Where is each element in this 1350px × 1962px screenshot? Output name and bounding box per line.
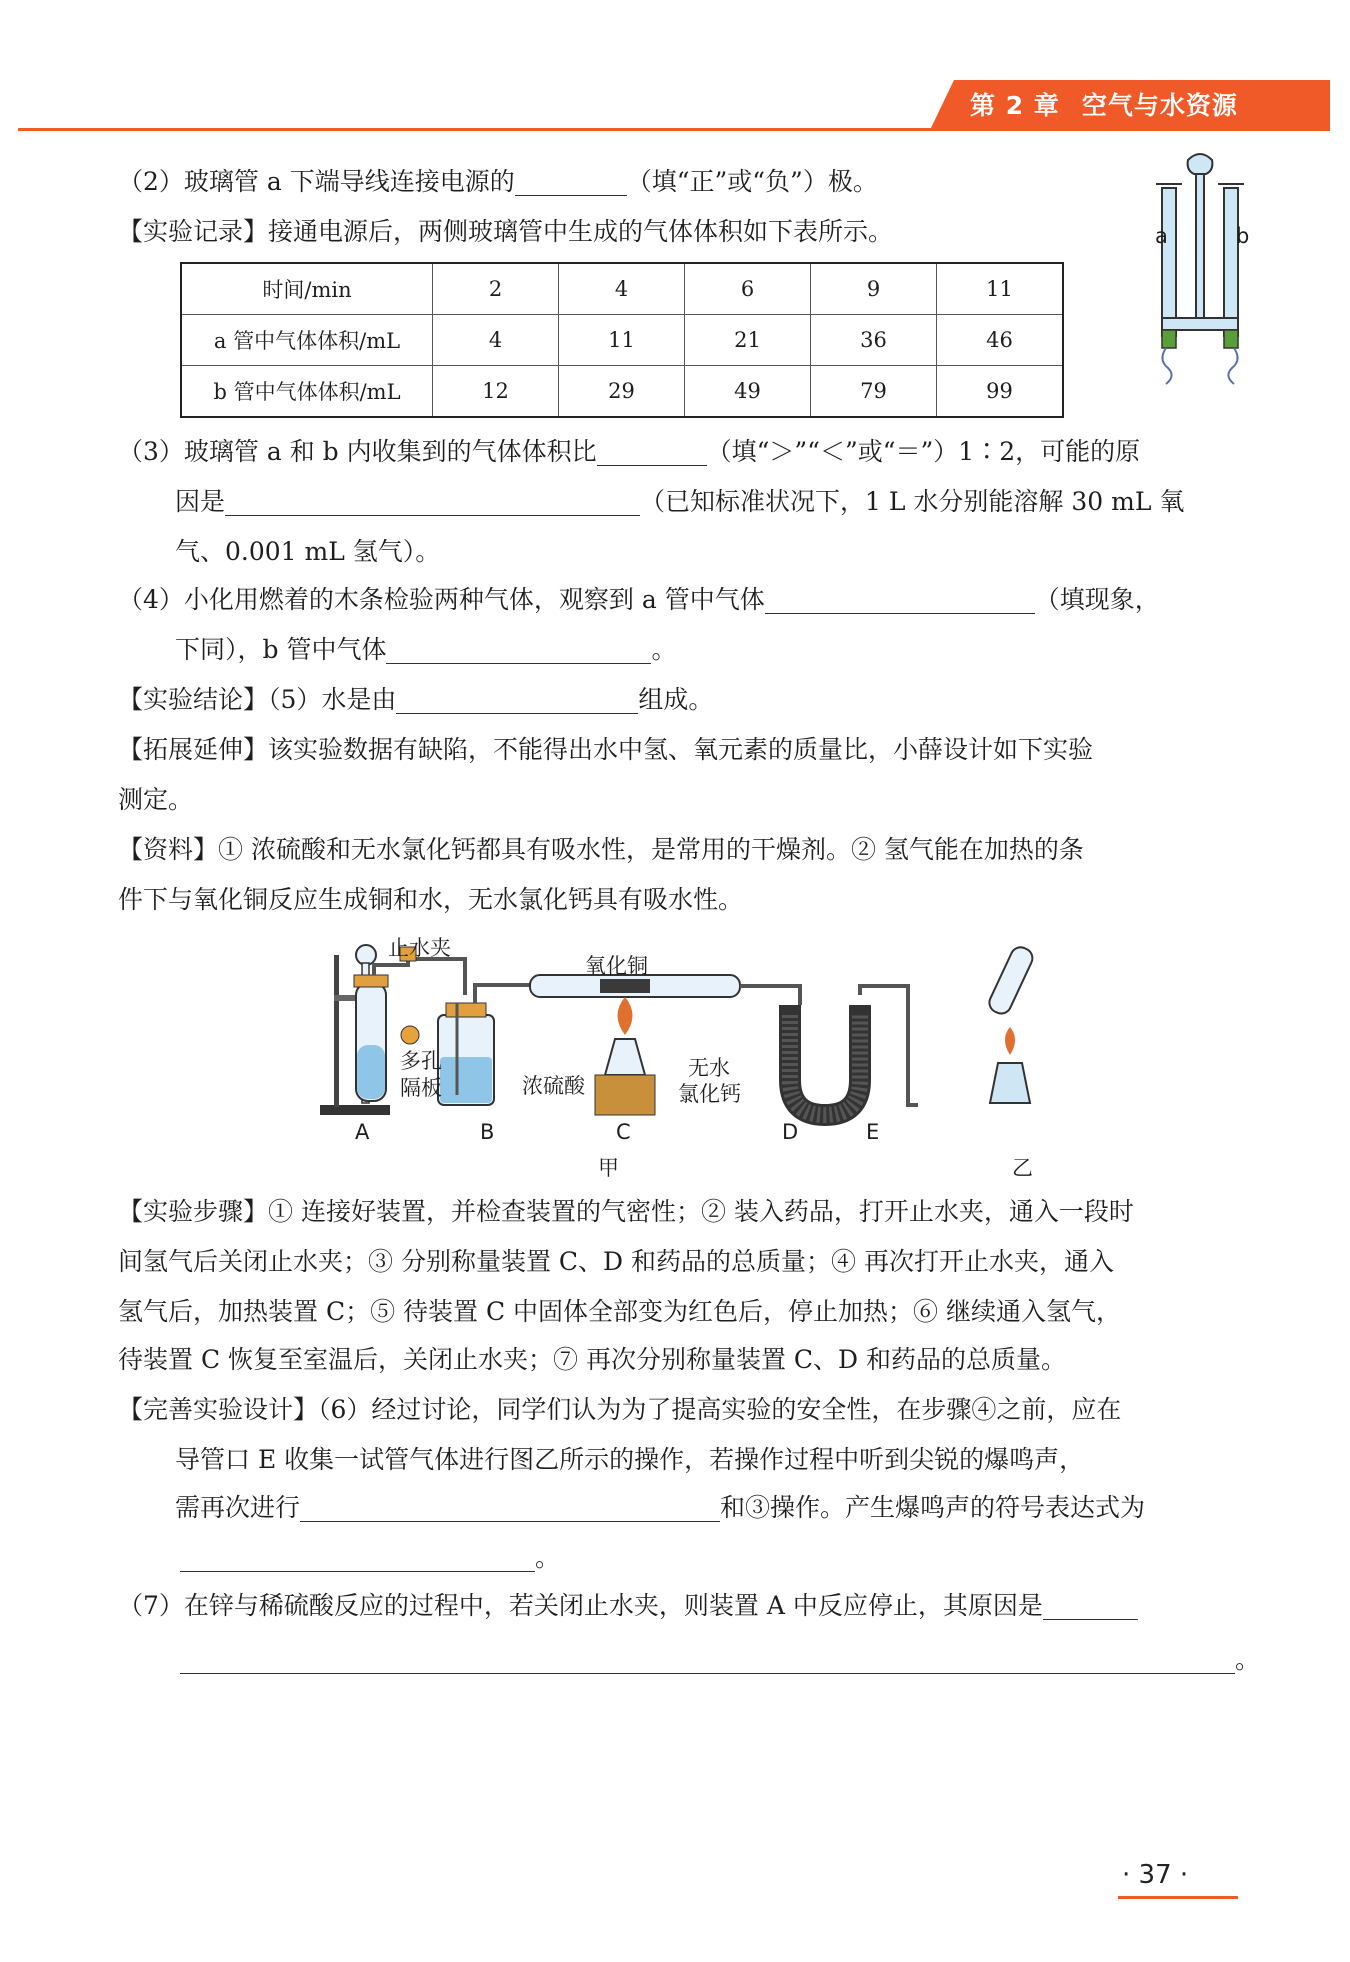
table-cell: a 管中气体体积/mL	[181, 315, 433, 366]
tube-b	[1224, 188, 1238, 336]
copper-oxide	[600, 979, 650, 993]
lamp-C	[605, 1039, 645, 1075]
table-cell: 12	[433, 366, 559, 418]
electrode-a	[1162, 330, 1176, 348]
chapter-heading	[970, 86, 1260, 122]
q3-blank-ratio[interactable]	[597, 435, 707, 466]
porous-label-1: 多孔	[400, 1049, 442, 1073]
ext-label: 【拓展延伸】	[118, 735, 269, 764]
porous-label-2: 隔板	[400, 1076, 442, 1100]
table-cell: 时间/min	[181, 263, 433, 315]
wire-b	[1228, 348, 1237, 384]
q5-text: （5）水是由	[268, 685, 397, 714]
q3-line3: 气、0.001 mL 氢气）。	[175, 537, 441, 566]
steps-line4: 待装置 C 恢复至室温后，关闭止水夹；⑦ 再次分别称量装置 C、D 和药品的总质量。	[118, 1345, 1067, 1374]
table-cell: 29	[559, 366, 685, 418]
q5-blank[interactable]	[396, 683, 638, 714]
q3-line1	[118, 432, 1140, 472]
q3-text: （3）玻璃管 a 和 b 内收集到的气体体积比	[118, 437, 597, 466]
q6-end: 。	[535, 1543, 561, 1572]
info-label: 【资料】	[118, 835, 219, 864]
stop-clamp-label: 止水夹	[388, 936, 451, 960]
cacl-label-1: 无水	[688, 1056, 730, 1080]
u-tube-D-outer	[790, 1005, 860, 1115]
table-cell: 21	[685, 315, 811, 366]
q4-blank-a[interactable]	[765, 583, 1035, 614]
center-tube	[1196, 174, 1204, 326]
record-label: 【实验记录】	[118, 217, 269, 246]
tube-a-label: a	[1155, 224, 1168, 248]
steps-line2: 间氢气后关闭止水夹；③ 分别称量装置 C、D 和药品的总质量；④ 再次打开止水夹，通入	[118, 1247, 1114, 1276]
q3-line2	[175, 482, 1184, 522]
steps-line1	[118, 1192, 1134, 1232]
steps-label: 【实验步骤】	[118, 1197, 269, 1226]
table-cell: 11	[937, 263, 1064, 315]
table-cell: 49	[685, 366, 811, 418]
flame-yi	[1005, 1027, 1015, 1055]
wire-a	[1162, 348, 1171, 384]
tube-b-label: b	[1236, 224, 1250, 248]
q7-line1	[118, 1586, 1138, 1626]
pipe-c-d	[740, 986, 800, 1005]
q2-hint: （填“正”或“负”）极。	[626, 167, 878, 196]
electrode-b	[1224, 330, 1238, 348]
table-cell: 4	[433, 315, 559, 366]
tube-a	[1162, 188, 1176, 336]
stopper-A	[354, 975, 388, 987]
q3-blank-reason[interactable]	[225, 485, 640, 516]
q2-blank[interactable]	[515, 165, 627, 196]
ext-line1	[118, 730, 1093, 770]
q6-line2: 导管口 E 收集一试管气体进行图乙所示的操作，若操作过程中听到尖锐的爆鸣声，	[175, 1445, 1085, 1474]
ext-line2: 测定。	[118, 785, 194, 814]
q4-hint: （填现象，	[1034, 585, 1160, 614]
table-cell: b 管中气体体积/mL	[181, 366, 433, 418]
figure-yi-label: 乙	[1012, 1156, 1033, 1180]
q6-blank-eq[interactable]	[180, 1541, 535, 1572]
page-number: · 37 ·	[1122, 1860, 1189, 1890]
table-cell: 11	[559, 315, 685, 366]
q7-blank-a[interactable]	[1043, 1589, 1138, 1620]
figure-jia-label: 甲	[598, 1156, 619, 1180]
ext-text: 该实验数据有缺陷，不能得出水中氢、氧元素的质量比，小薛设计如下实验	[268, 735, 1094, 764]
table-cell: 4	[559, 263, 685, 315]
label-B: B	[480, 1120, 495, 1144]
pipe-b-c	[475, 985, 530, 1003]
copper-oxide-label: 氧化铜	[585, 954, 648, 978]
label-C: C	[616, 1120, 631, 1144]
label-D: D	[782, 1120, 799, 1144]
stand-rod	[334, 955, 339, 1107]
gas-volume-table	[180, 262, 1064, 418]
acid-B	[440, 1057, 492, 1103]
q4-text-b: 下同），b 管中气体	[175, 635, 387, 664]
steps-line3: 氢气后，加热装置 C；⑤ 待装置 C 中固体全部变为红色后，停止加热；⑥ 继续通入氢气，	[118, 1297, 1121, 1326]
label-E: E	[866, 1120, 880, 1144]
chapter-title: 空气与水资源	[1081, 91, 1238, 120]
info-line2: 件下与氧化铜反应生成铜和水，无水氯化钙具有吸水性。	[118, 885, 744, 914]
test-tube-yi	[986, 944, 1036, 1017]
q5-label: 【实验结论】	[118, 685, 269, 714]
table-header-row	[181, 263, 1063, 315]
q3-hint: （填“＞”“＜”或“＝”）1∶2，可能的原	[706, 437, 1141, 466]
wood-block	[595, 1075, 655, 1115]
info-text: ① 浓硫酸和无水氯化钙都具有吸水性，是常用的干燥剂。② 氢气能在加热的条	[218, 835, 1084, 864]
q7-text: （7）在锌与稀硫酸反应的过程中，若关闭止水夹，则装置 A 中反应停止，其原因是	[118, 1591, 1043, 1620]
q6-blank-op[interactable]	[300, 1491, 720, 1522]
table-cell: 6	[685, 263, 811, 315]
page-number-rule	[1118, 1896, 1238, 1899]
q3-reason-label: 因是	[175, 487, 226, 516]
bottom-connector	[1162, 318, 1238, 330]
q4-line1	[118, 580, 1160, 620]
q7-blank-b[interactable]	[180, 1643, 1235, 1674]
q5-end: 组成。	[638, 685, 714, 714]
table-cell: 36	[811, 315, 937, 366]
q6-text-b: 需再次进行	[175, 1493, 301, 1522]
q2-text: （2）玻璃管 a 下端导线连接电源的	[118, 167, 515, 196]
q4-line2	[175, 630, 676, 670]
acid-label: 浓硫酸	[522, 1074, 585, 1098]
info-line1	[118, 830, 1084, 870]
porous-plate-icon	[401, 1026, 419, 1044]
q6-line1	[118, 1390, 1121, 1430]
q7-line2	[180, 1640, 1260, 1680]
q4-end: 。	[651, 635, 677, 664]
electrolysis-apparatus-figure	[1140, 150, 1260, 400]
stand-base	[320, 1105, 390, 1115]
q4-text: （4）小化用燃着的木条检验两种气体，观察到 a 管中气体	[118, 585, 765, 614]
q4-blank-b[interactable]	[386, 633, 651, 664]
table-cell: 46	[937, 315, 1064, 366]
flame-C	[618, 997, 633, 1035]
q6-line3	[175, 1488, 1145, 1528]
table-cell: 2	[433, 263, 559, 315]
funnel-bulb	[1188, 154, 1213, 174]
q6-text: （6）经过讨论，同学们认为为了提高实验的安全性，在步骤④之前，应在	[318, 1395, 1122, 1424]
record-line	[118, 212, 893, 252]
table-cell: 9	[811, 263, 937, 315]
table-row	[181, 315, 1063, 366]
steps-text: ① 连接好装置，并检查装置的气密性；② 装入药品，打开止水夹，通入一段时	[268, 1197, 1134, 1226]
cacl-label-2: 氯化钙	[678, 1082, 741, 1106]
funnel-a	[356, 945, 376, 965]
q3-known: （已知标准状况下，1 L 水分别能溶解 30 mL 氧	[640, 487, 1185, 516]
table-cell: 99	[937, 366, 1064, 418]
q6-label: 【完善实验设计】	[118, 1395, 319, 1424]
q6-line4	[180, 1538, 560, 1578]
q2-line	[118, 162, 878, 202]
acid-A	[357, 1045, 385, 1099]
chapter-number: 第 2 章	[970, 91, 1060, 120]
table-row	[181, 366, 1063, 418]
record-text: 接通电源后，两侧玻璃管中生成的气体体积如下表所示。	[268, 217, 894, 246]
table-cell: 79	[811, 366, 937, 418]
q6-text-c: 和③操作。产生爆鸣声的符号表达式为	[720, 1493, 1146, 1522]
stopper-B	[446, 1003, 486, 1017]
label-A: A	[355, 1120, 370, 1144]
q7-end: 。	[1235, 1645, 1261, 1674]
q5-line	[118, 680, 713, 720]
lamp-yi	[990, 1063, 1030, 1103]
